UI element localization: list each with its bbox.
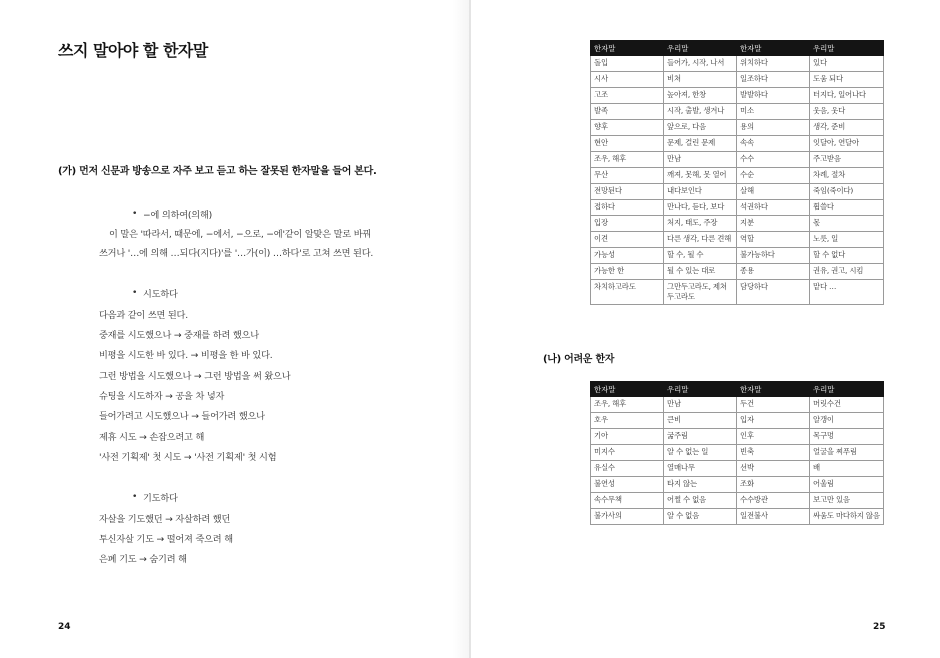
table2-cell-2-0: 기아 bbox=[591, 429, 664, 445]
table-row bbox=[591, 168, 884, 184]
table1-cell-10-2: 지분 bbox=[737, 216, 810, 232]
table1-cell-1-3: 도움 되다 bbox=[810, 72, 884, 88]
table1-cell-11-1: 다른 생각, 다른 견해 bbox=[664, 232, 737, 248]
table2-header-0: 한자말 bbox=[591, 382, 664, 397]
table1-header-row bbox=[591, 41, 884, 56]
table1-cell-5-3: 잇달아, 연달아 bbox=[810, 136, 884, 152]
table1-cell-7-1: 깨져, 못해, 못 열어 bbox=[664, 168, 737, 184]
table1-cell-12-3: 할 수 없다 bbox=[810, 248, 884, 264]
table1-cell-3-3: 웃음, 웃다 bbox=[810, 104, 884, 120]
table1-cell-2-3: 터지다, 일어나다 bbox=[810, 88, 884, 104]
table1-cell-0-0: 돌입 bbox=[591, 56, 664, 72]
hanja-table-1 bbox=[590, 40, 884, 305]
table-row bbox=[591, 248, 884, 264]
item2-heading: 시도하다 bbox=[143, 289, 178, 300]
table-row bbox=[591, 280, 884, 305]
hanja-table-2 bbox=[590, 381, 884, 525]
table2-cell-5-2: 조화 bbox=[737, 477, 810, 493]
table-row bbox=[591, 232, 884, 248]
table1-cell-13-1: 될 수 있는 대로 bbox=[664, 264, 737, 280]
table1-cell-0-2: 위치하다 bbox=[737, 56, 810, 72]
page-number-left: 24 bbox=[58, 622, 71, 632]
table-row bbox=[591, 200, 884, 216]
page-title: 쓰지 말아야 할 한자말 bbox=[58, 41, 208, 60]
table2-cell-2-1: 굶주림 bbox=[664, 429, 737, 445]
item3-line-1: 자살을 기도했던 → 자살하려 했던 bbox=[99, 514, 231, 525]
table1-cell-9-1: 만나다, 듣다, 보다 bbox=[664, 200, 737, 216]
table1-cell-4-1: 앞으로, 다음 bbox=[664, 120, 737, 136]
table2-cell-6-2: 수수방관 bbox=[737, 493, 810, 509]
table2-cell-3-2: 빈축 bbox=[737, 445, 810, 461]
table-row bbox=[591, 72, 884, 88]
table1-cell-11-3: 노릇, 일 bbox=[810, 232, 884, 248]
table-row bbox=[591, 264, 884, 280]
table1-cell-8-0: 전망된다 bbox=[591, 184, 664, 200]
table1-cell-6-3: 주고받음 bbox=[810, 152, 884, 168]
table2-cell-0-1: 만남 bbox=[664, 397, 737, 413]
table2-cell-0-0: 조우, 해후 bbox=[591, 397, 664, 413]
table1-cell-0-1: 들어가, 시작, 나서 bbox=[664, 56, 737, 72]
bullet-2: • bbox=[132, 287, 138, 298]
table-row bbox=[591, 493, 884, 509]
item3-line-2: 투신자살 기도 → 떨어져 죽으려 해 bbox=[99, 534, 233, 545]
table1-cell-13-3: 권유, 권고, 시킴 bbox=[810, 264, 884, 280]
table1-cell-11-0: 이견 bbox=[591, 232, 664, 248]
table1-cell-3-2: 미소 bbox=[737, 104, 810, 120]
table2-cell-5-1: 타지 않는 bbox=[664, 477, 737, 493]
gutter-shadow-left bbox=[452, 0, 469, 658]
table1-cell-5-1: 문제, 걸린 문제 bbox=[664, 136, 737, 152]
table2-cell-1-0: 호우 bbox=[591, 413, 664, 429]
table2-cell-5-0: 불연성 bbox=[591, 477, 664, 493]
table2-cell-4-1: 열매나무 bbox=[664, 461, 737, 477]
table1-cell-1-2: 일조하다 bbox=[737, 72, 810, 88]
table2-cell-1-2: 입자 bbox=[737, 413, 810, 429]
table1-cell-1-1: 비쳐 bbox=[664, 72, 737, 88]
table1-header-0: 한자말 bbox=[591, 41, 664, 56]
item3-heading: 기도하다 bbox=[143, 493, 178, 504]
table1-cell-2-2: 발발하다 bbox=[737, 88, 810, 104]
item2-line-2: 중재를 시도했으나 → 중재를 하려 했으나 bbox=[99, 330, 259, 341]
table1-cell-14-3: 맡다 … bbox=[810, 280, 884, 305]
table-row bbox=[591, 461, 884, 477]
table2-cell-1-3: 알갱이 bbox=[810, 413, 884, 429]
table2-header-3: 우리말 bbox=[810, 382, 884, 397]
table1-cell-3-0: 발족 bbox=[591, 104, 664, 120]
table1-cell-12-2: 불가능하다 bbox=[737, 248, 810, 264]
item1-heading: −에 의하여(의해) bbox=[143, 210, 213, 221]
table1-cell-9-2: 석권하다 bbox=[737, 200, 810, 216]
table1-cell-10-3: 몫 bbox=[810, 216, 884, 232]
table1-cell-8-2: 살해 bbox=[737, 184, 810, 200]
item2-line-8: '사전 기획제' 첫 시도 → '사전 기획제' 첫 시험 bbox=[99, 452, 277, 463]
table1-cell-3-1: 시작, 출발, 생겨나 bbox=[664, 104, 737, 120]
table2-cell-3-1: 알 수 없는 일 bbox=[664, 445, 737, 461]
table2-header-row bbox=[591, 382, 884, 397]
table1-cell-7-3: 차례, 절차 bbox=[810, 168, 884, 184]
table-row bbox=[591, 152, 884, 168]
section-ga-heading: (가) 먼저 신문과 방송으로 자주 보고 듣고 하는 잘못된 한자말을 들어 본다. bbox=[58, 166, 377, 177]
table1-cell-10-1: 처지, 태도, 주장 bbox=[664, 216, 737, 232]
table1-cell-7-0: 무산 bbox=[591, 168, 664, 184]
section-na-heading: (나) 어려운 한자 bbox=[543, 354, 615, 365]
bullet-1: • bbox=[132, 208, 138, 219]
table-row bbox=[591, 413, 884, 429]
item2-line-1: 다음과 같이 쓰면 된다. bbox=[99, 310, 188, 321]
item2-line-5: 슈팅을 시도하자 → 공을 차 넣자 bbox=[99, 391, 225, 402]
table-row bbox=[591, 477, 884, 493]
table-row bbox=[591, 509, 884, 525]
table1-cell-14-0: 차치하고라도 bbox=[591, 280, 664, 305]
table-row bbox=[591, 88, 884, 104]
table2-header-1: 우리말 bbox=[664, 382, 737, 397]
table1-cell-7-2: 수순 bbox=[737, 168, 810, 184]
table1-cell-6-2: 수수 bbox=[737, 152, 810, 168]
item2-line-3: 비평을 시도한 바 있다. → 비평을 한 바 있다. bbox=[99, 350, 273, 361]
left-page bbox=[0, 0, 469, 658]
table1-cell-2-0: 고조 bbox=[591, 88, 664, 104]
table1-cell-0-3: 있다 bbox=[810, 56, 884, 72]
table2-cell-3-0: 미지수 bbox=[591, 445, 664, 461]
item3-line-3: 은폐 기도 → 숨기려 해 bbox=[99, 554, 187, 565]
table1-cell-2-1: 높아져, 한창 bbox=[664, 88, 737, 104]
table2-cell-7-1: 알 수 없음 bbox=[664, 509, 737, 525]
table-row bbox=[591, 397, 884, 413]
item2-line-6: 들어가려고 시도했으나 → 들어가려 했으나 bbox=[99, 411, 265, 422]
table1-cell-8-1: 내다보인다 bbox=[664, 184, 737, 200]
table1-cell-4-3: 생각, 준비 bbox=[810, 120, 884, 136]
right-page bbox=[471, 0, 940, 658]
table1-cell-13-2: 종용 bbox=[737, 264, 810, 280]
table-row bbox=[591, 136, 884, 152]
table-row bbox=[591, 104, 884, 120]
table1-cell-5-0: 현안 bbox=[591, 136, 664, 152]
item1-line-2: 쓰거나 '…에 의해 …되다(지다)'를 '…가(이) …하다'로 고쳐 쓰면 된다. bbox=[99, 248, 374, 259]
table1-cell-10-0: 입장 bbox=[591, 216, 664, 232]
table-row bbox=[591, 56, 884, 72]
table1-cell-6-1: 만남 bbox=[664, 152, 737, 168]
page-number-right: 25 bbox=[873, 622, 886, 632]
table-row bbox=[591, 445, 884, 461]
table-row bbox=[591, 429, 884, 445]
table2-cell-0-2: 두건 bbox=[737, 397, 810, 413]
table2-cell-4-0: 유실수 bbox=[591, 461, 664, 477]
item2-line-4: 그런 방법을 시도했으나 → 그런 방법을 써 왔으나 bbox=[99, 371, 291, 382]
table1-header-2: 한자말 bbox=[737, 41, 810, 56]
table-row bbox=[591, 120, 884, 136]
table1-cell-6-0: 조우, 해후 bbox=[591, 152, 664, 168]
table2-cell-2-2: 인후 bbox=[737, 429, 810, 445]
table1-cell-4-2: 용의 bbox=[737, 120, 810, 136]
table1-cell-14-1: 그만두고라도, 제쳐 두고라도 bbox=[664, 280, 737, 305]
table2-cell-3-3: 얼굴을 찌푸림 bbox=[810, 445, 884, 461]
table-row bbox=[591, 184, 884, 200]
table1-cell-11-2: 역할 bbox=[737, 232, 810, 248]
table2-cell-0-3: 머릿수건 bbox=[810, 397, 884, 413]
bullet-3: • bbox=[132, 491, 138, 502]
table1-cell-8-3: 죽임(죽이다) bbox=[810, 184, 884, 200]
table-row bbox=[591, 216, 884, 232]
table2-cell-7-0: 불가사의 bbox=[591, 509, 664, 525]
table1-cell-13-0: 가능한 한 bbox=[591, 264, 664, 280]
table2-cell-6-0: 속수무책 bbox=[591, 493, 664, 509]
table1-cell-1-0: 시사 bbox=[591, 72, 664, 88]
table2-cell-1-1: 큰비 bbox=[664, 413, 737, 429]
table2-cell-6-3: 보고만 있음 bbox=[810, 493, 884, 509]
table1-cell-4-0: 향후 bbox=[591, 120, 664, 136]
item2-line-7: 제휴 시도 → 손잡으려고 해 bbox=[99, 432, 205, 443]
table1-cell-9-0: 접하다 bbox=[591, 200, 664, 216]
table2-cell-7-3: 싸움도 마다하지 않음 bbox=[810, 509, 884, 525]
table2-cell-6-1: 어쩔 수 없음 bbox=[664, 493, 737, 509]
table1-header-1: 우리말 bbox=[664, 41, 737, 56]
table1-cell-14-2: 담당하다 bbox=[737, 280, 810, 305]
table2-cell-2-3: 목구멍 bbox=[810, 429, 884, 445]
table1-header-3: 우리말 bbox=[810, 41, 884, 56]
table2-cell-4-2: 선박 bbox=[737, 461, 810, 477]
table1-cell-12-0: 가능성 bbox=[591, 248, 664, 264]
table1-cell-12-1: 할 수, 될 수 bbox=[664, 248, 737, 264]
table1-cell-9-3: 휩쓸다 bbox=[810, 200, 884, 216]
table1-cell-5-2: 속속 bbox=[737, 136, 810, 152]
table2-cell-4-3: 배 bbox=[810, 461, 884, 477]
item1-line-1: 이 말은 '따라서, 때문에, −에서, −으로, −에'같이 알맞은 말로 바꿔 bbox=[109, 229, 372, 240]
table2-header-2: 한자말 bbox=[737, 382, 810, 397]
table2-cell-5-3: 어울림 bbox=[810, 477, 884, 493]
table2-cell-7-2: 일전불사 bbox=[737, 509, 810, 525]
